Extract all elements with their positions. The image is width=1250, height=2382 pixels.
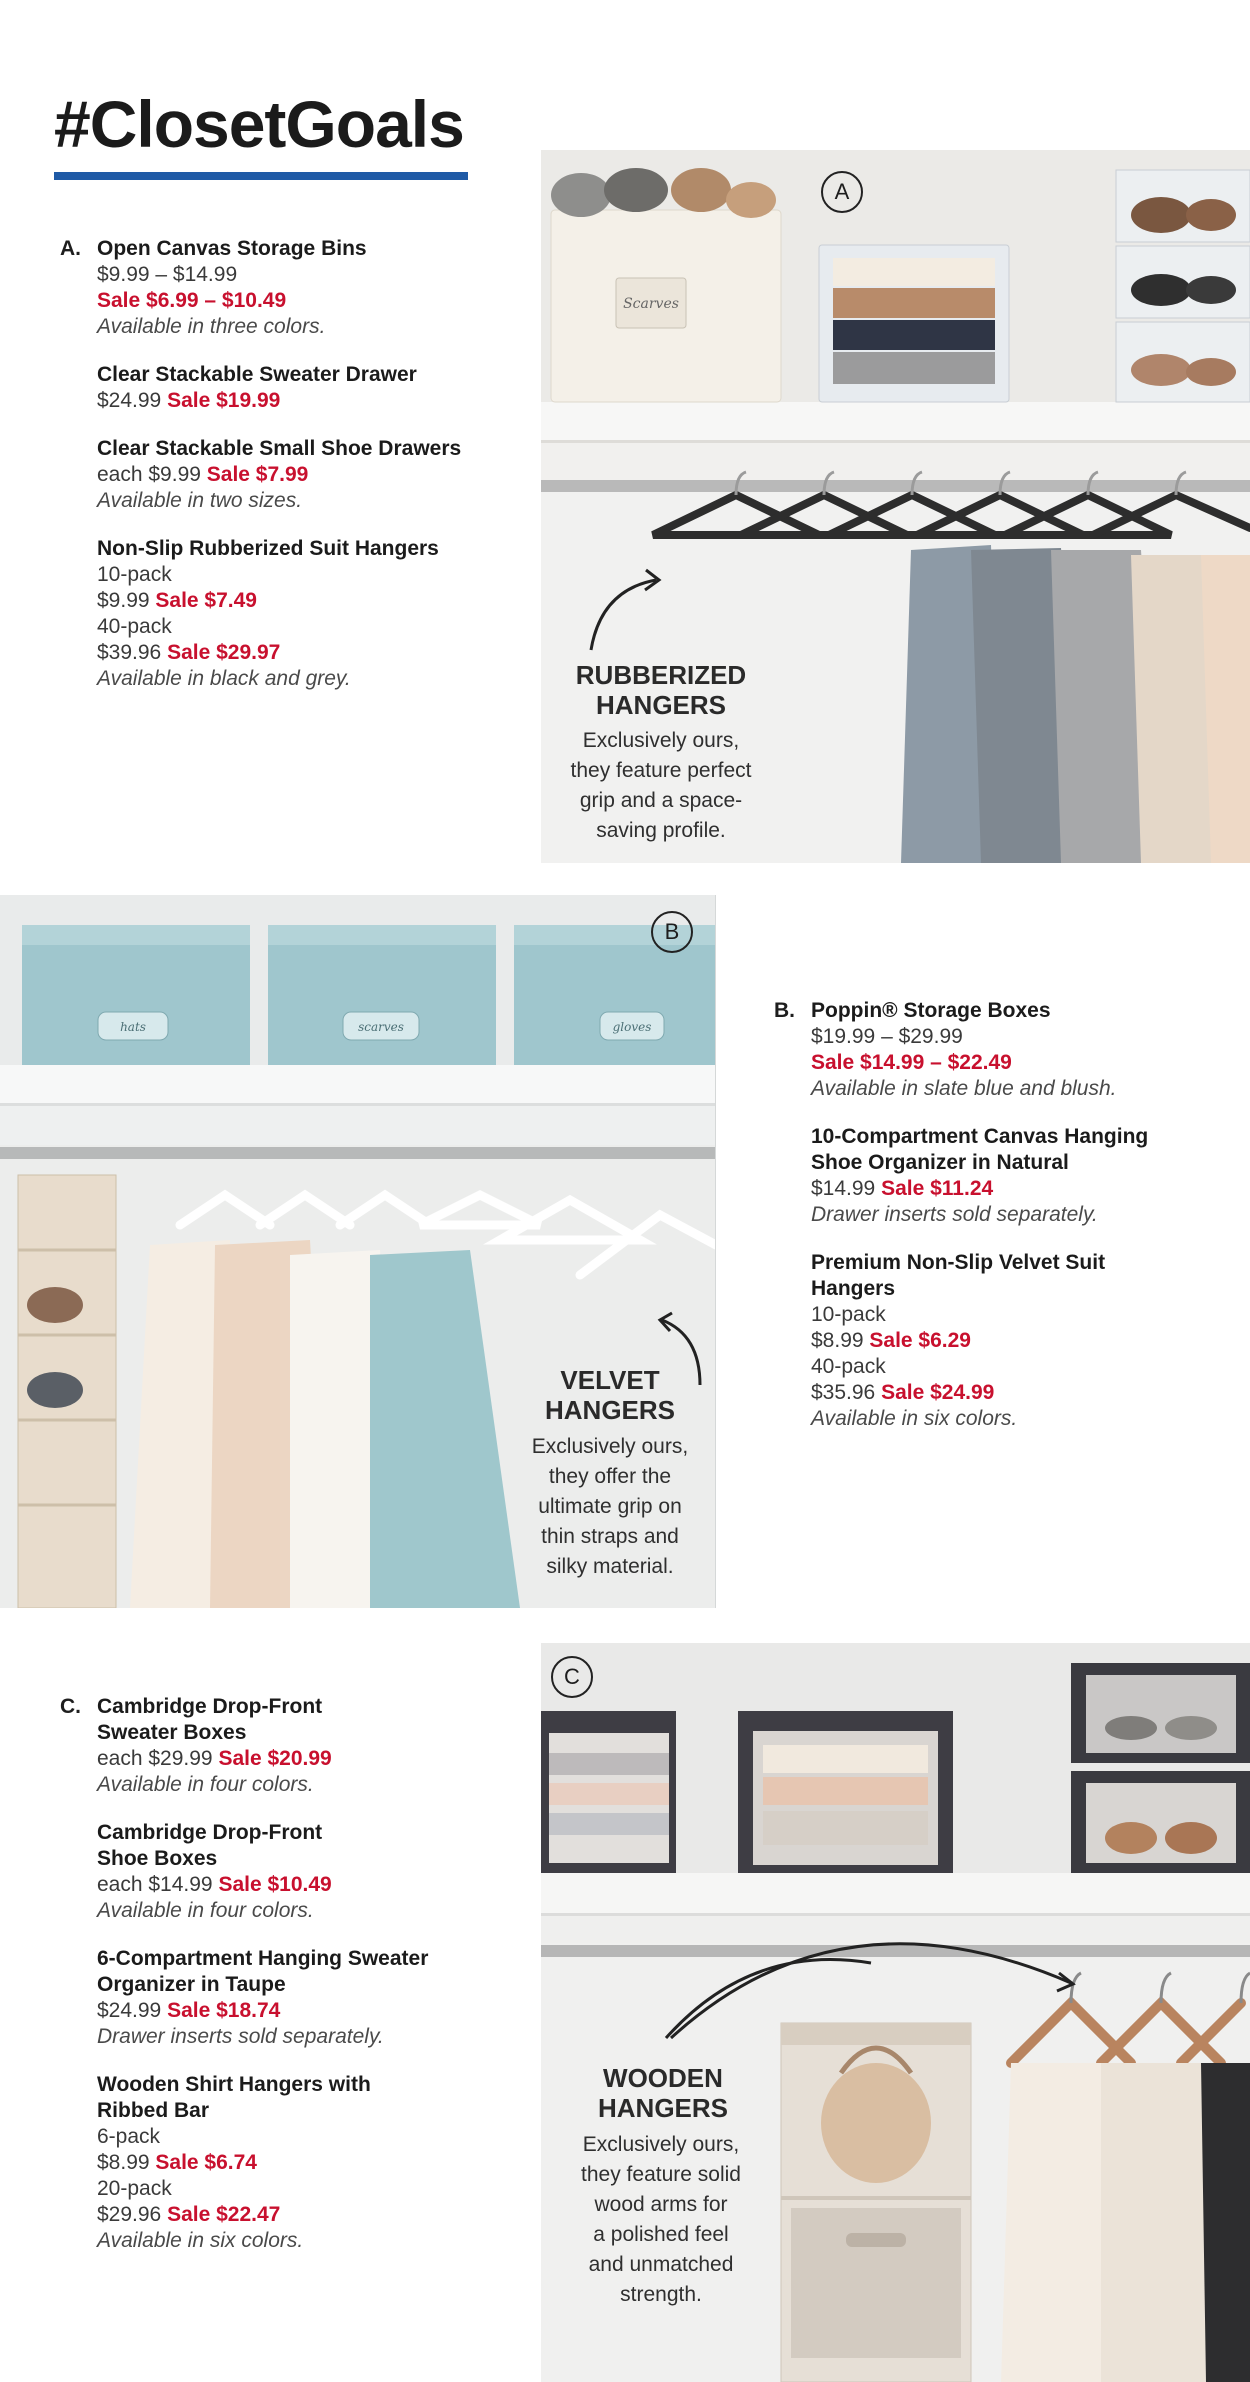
product-item bbox=[60, 1820, 530, 1924]
product-item bbox=[60, 362, 530, 414]
callout-title bbox=[500, 1365, 716, 1425]
callout-line: Exclusively ours, bbox=[582, 2133, 740, 2156]
sale-price: Sale $14.99 – $22.49 bbox=[811, 1051, 1012, 1074]
price-line bbox=[97, 388, 530, 414]
callout-title-line: HANGERS bbox=[597, 2093, 728, 2123]
price-line bbox=[97, 1746, 530, 1772]
price-line bbox=[97, 462, 530, 488]
product-item bbox=[774, 1124, 1214, 1228]
price-line bbox=[97, 2202, 530, 2228]
sale-price: Sale $7.49 bbox=[155, 589, 257, 612]
product-name: Non-Slip Rubberized Suit Hangers bbox=[97, 537, 439, 560]
price-line bbox=[811, 1328, 1214, 1354]
pack-size: 40-pack bbox=[97, 615, 172, 638]
pack-size: 6-pack bbox=[97, 2125, 161, 2148]
regular-price: $24.99 bbox=[97, 1999, 168, 2022]
regular-price: $8.99 bbox=[811, 1329, 870, 1352]
product-item bbox=[60, 236, 530, 340]
sale-price: Sale $18.74 bbox=[167, 1999, 281, 2022]
callout-line: a polished feel bbox=[593, 2223, 729, 2246]
sale-price: Sale $10.49 bbox=[218, 1873, 332, 1896]
sale-price: Sale $29.97 bbox=[167, 641, 281, 664]
callout-title-line: RUBBERIZED bbox=[575, 660, 747, 690]
pack-size: 40-pack bbox=[811, 1355, 886, 1378]
callout-text bbox=[541, 2130, 781, 2310]
product-note: Available in slate blue and blush. bbox=[811, 1077, 1117, 1100]
sale-price: Sale $20.99 bbox=[218, 1747, 332, 1770]
callout-line: they offer the bbox=[548, 1465, 672, 1488]
product-name: 10-Compartment Canvas Hanging Shoe Organizer in Natural bbox=[811, 1125, 1149, 1174]
sale-price: Sale $6.99 – $10.49 bbox=[97, 289, 287, 312]
sale-price: Sale $24.99 bbox=[881, 1381, 995, 1404]
section-letter: B. bbox=[774, 999, 795, 1022]
callout-title-line: VELVET bbox=[560, 1365, 660, 1395]
callout-line: Exclusively ours, bbox=[531, 1435, 689, 1458]
regular-price: $24.99 bbox=[97, 389, 168, 412]
section-a-list bbox=[60, 236, 530, 714]
price-line bbox=[97, 262, 530, 288]
product-name: Cambridge Drop-Front Sweater Boxes bbox=[97, 1695, 323, 1744]
regular-price: $29.96 bbox=[97, 2203, 168, 2226]
sale-price: Sale $6.74 bbox=[155, 2151, 257, 2174]
product-name: 6-Compartment Hanging Sweater Organizer in Taupe bbox=[97, 1947, 429, 1996]
callout-line: and unmatched bbox=[588, 2253, 734, 2276]
box-label: scarves bbox=[358, 1020, 404, 1034]
regular-price: $8.99 bbox=[97, 2151, 156, 2174]
product-note: Available in six colors. bbox=[811, 1407, 1018, 1430]
price-line bbox=[811, 1050, 1214, 1076]
box-label: gloves bbox=[612, 1020, 652, 1034]
regular-price: $14.99 bbox=[811, 1177, 882, 1200]
product-note: Drawer inserts sold separately. bbox=[811, 1203, 1098, 1226]
regular-price: $39.96 bbox=[97, 641, 168, 664]
product-item bbox=[774, 998, 1214, 1102]
product-note: Available in four colors. bbox=[97, 1899, 314, 1922]
callout-line: ultimate grip on bbox=[538, 1495, 682, 1518]
section-letter: C. bbox=[60, 1695, 81, 1718]
callout-title-line: WOODEN bbox=[603, 2063, 723, 2093]
callout-title-line: HANGERS bbox=[595, 690, 726, 720]
product-item bbox=[60, 1694, 530, 1798]
product-note: Available in black and grey. bbox=[97, 667, 351, 690]
product-note: Available in six colors. bbox=[97, 2229, 304, 2252]
callout-line: thin straps and bbox=[541, 1525, 679, 1548]
callout-line: wood arms for bbox=[594, 2193, 728, 2216]
price-line bbox=[97, 288, 530, 314]
pack-size: 10-pack bbox=[811, 1303, 886, 1326]
product-name: Wooden Shirt Hangers with Ribbed Bar bbox=[97, 2073, 371, 2122]
product-note: Drawer inserts sold separately. bbox=[97, 2025, 384, 2048]
section-badge-c: C bbox=[551, 1656, 593, 1698]
callout-line: they feature solid bbox=[581, 2163, 741, 2186]
callout-line: Exclusively ours, bbox=[582, 729, 740, 752]
product-note: Available in two sizes. bbox=[97, 489, 303, 512]
regular-price: $9.99 – $14.99 bbox=[97, 263, 238, 286]
callout-line: grip and a space- bbox=[579, 789, 743, 812]
section-badge-b: B bbox=[651, 911, 693, 953]
product-name: Cambridge Drop-Front Shoe Boxes bbox=[97, 1821, 323, 1870]
callout-text bbox=[541, 726, 781, 846]
pack-size: 10-pack bbox=[97, 563, 172, 586]
callout-title bbox=[551, 660, 771, 720]
regular-price: $19.99 – $29.99 bbox=[811, 1025, 963, 1048]
callout-title bbox=[553, 2063, 773, 2123]
callout-text bbox=[500, 1432, 716, 1582]
price-line bbox=[97, 2150, 530, 2176]
regular-price: $35.96 bbox=[811, 1381, 882, 1404]
sale-price: Sale $19.99 bbox=[167, 389, 281, 412]
regular-price: $9.99 bbox=[97, 589, 156, 612]
box-label: hats bbox=[120, 1020, 146, 1034]
product-name: Clear Stackable Small Shoe Drawers bbox=[97, 437, 462, 460]
product-note: Available in three colors. bbox=[97, 315, 326, 338]
product-name: Open Canvas Storage Bins bbox=[97, 237, 367, 260]
closet-photo-a bbox=[541, 150, 1250, 863]
product-item bbox=[774, 1250, 1214, 1432]
price-line bbox=[811, 1176, 1214, 1202]
section-b-list bbox=[774, 998, 1214, 1454]
product-item bbox=[60, 436, 530, 514]
regular-price: each $14.99 bbox=[97, 1873, 219, 1896]
closet-photo-c bbox=[541, 1643, 1250, 2382]
callout-line: they feature perfect bbox=[570, 759, 752, 782]
callout-title-line: HANGERS bbox=[544, 1395, 675, 1425]
callout-line: strength. bbox=[620, 2283, 702, 2306]
product-name: Poppin® Storage Boxes bbox=[811, 999, 1051, 1022]
pack-size: 20-pack bbox=[97, 2177, 172, 2200]
bin-label: Scarves bbox=[623, 296, 679, 312]
sale-price: Sale $11.24 bbox=[881, 1177, 994, 1200]
callout-line: saving profile. bbox=[596, 819, 726, 842]
price-line bbox=[811, 1380, 1214, 1406]
section-c-list bbox=[60, 1694, 530, 2276]
product-name: Clear Stackable Sweater Drawer bbox=[97, 363, 417, 386]
title-underline bbox=[54, 172, 468, 180]
product-name: Premium Non-Slip Velvet Suit Hangers bbox=[811, 1251, 1106, 1300]
price-line bbox=[97, 640, 530, 666]
product-note: Available in four colors. bbox=[97, 1773, 314, 1796]
closet-photo-b bbox=[0, 895, 716, 1608]
regular-price: each $9.99 bbox=[97, 463, 207, 486]
product-item bbox=[60, 536, 530, 692]
price-line bbox=[811, 1024, 1214, 1050]
price-line bbox=[97, 588, 530, 614]
product-item bbox=[60, 2072, 530, 2254]
price-line bbox=[97, 1998, 530, 2024]
price-line bbox=[97, 1872, 530, 1898]
regular-price: each $29.99 bbox=[97, 1747, 219, 1770]
product-item bbox=[60, 1946, 530, 2050]
sale-price: Sale $22.47 bbox=[167, 2203, 281, 2226]
section-badge-a: A bbox=[821, 171, 863, 213]
sale-price: Sale $7.99 bbox=[206, 463, 309, 486]
callout-line: silky material. bbox=[546, 1555, 674, 1578]
section-letter: A. bbox=[60, 237, 81, 260]
sale-price: Sale $6.29 bbox=[869, 1329, 971, 1352]
page-title: #ClosetGoals bbox=[54, 87, 464, 161]
